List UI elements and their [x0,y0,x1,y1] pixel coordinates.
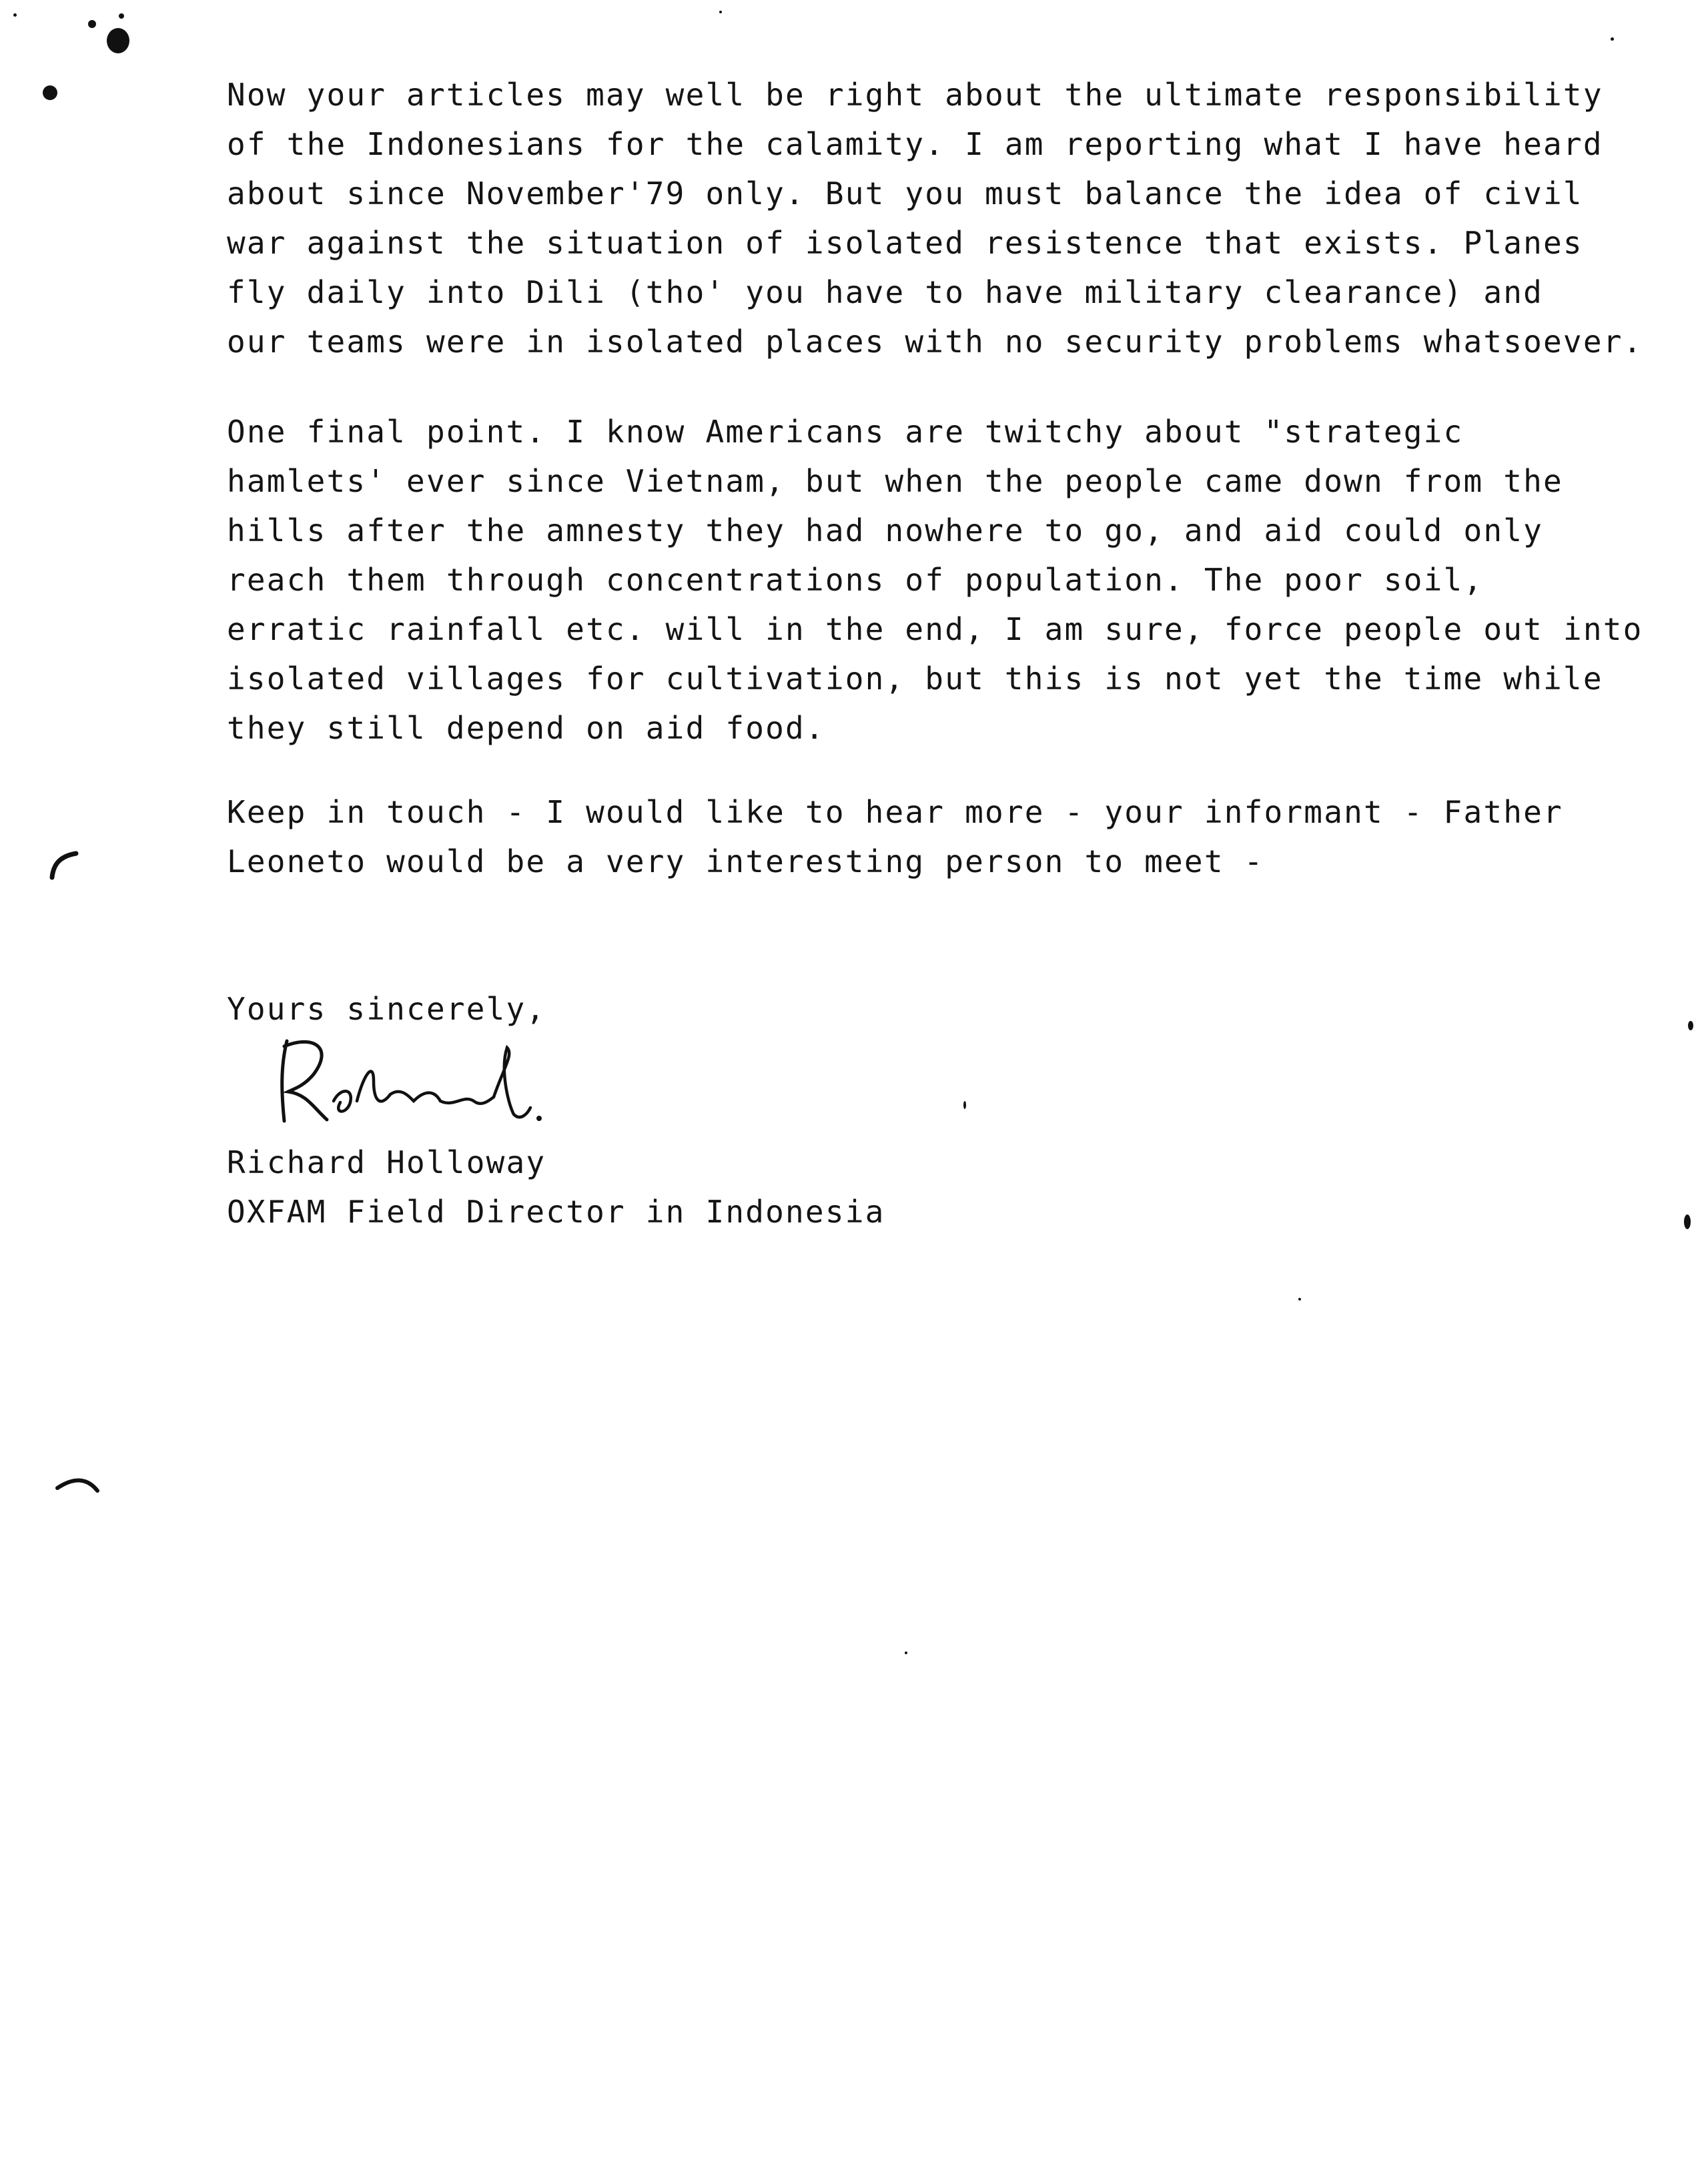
ink-speck [963,1101,966,1109]
closing-salutation [227,984,1668,1034]
paragraph-strategic-hamlets [227,407,1668,753]
ink-speck [1688,1021,1693,1030]
punch-hole-mark [47,844,93,884]
text-line: isolated villages for cultivation, but this is not yet the time while [227,661,1603,697]
text-line: Keep in touch - I would like to hear more - your informant - Father [227,794,1563,830]
paragraph-keep-in-touch [227,787,1668,886]
text-line: Now your articles may well be right about the ultimate responsibility [227,77,1603,113]
text-line: they still depend on aid food. [227,710,825,746]
text-line: Leoneto would be a very interesting person to meet - [227,843,1264,879]
signer-title [227,1187,1668,1236]
ink-speck [905,1652,907,1654]
ink-speck [1684,1214,1691,1229]
text-line: war against the situation of isolated resistence that exists. Planes [227,225,1583,261]
punch-hole-mark [53,1468,107,1508]
signer-name-text: Richard Holloway [227,1144,546,1180]
text-line: our teams were in isolated places with no security problems whatsoever. [227,324,1643,360]
text-line: hills after the amnesty they had nowhere to go, and aid could only [227,512,1544,549]
signer-title-text: OXFAM Field Director in Indonesia [227,1194,885,1230]
ink-speck [119,13,124,19]
ink-speck [719,11,722,13]
closing-text: Yours sincerely, [227,991,546,1027]
text-line: One final point. I know Americans are twitchy about "strategic [227,414,1464,450]
ink-blot [107,28,129,53]
ink-speck [13,13,17,17]
handwritten-signature [274,1028,554,1128]
text-line: erratic rainfall etc. will in the end, I am sure, force people out into [227,611,1643,647]
text-line: of the Indonesians for the calamity. I am reporting what I have heard [227,126,1603,162]
text-line: reach them through concentrations of population. The poor soil, [227,562,1484,598]
text-line: about since November'79 only. But you must balance the idea of civil [227,175,1583,212]
ink-speck [43,85,57,100]
text-line: hamlets' ever since Vietnam, but when the people came down from the [227,463,1563,499]
text-line: fly daily into Dili (tho' you have to have military clearance) and [227,274,1544,310]
ink-speck [1298,1298,1301,1301]
ink-speck [1611,37,1614,41]
signer-name [227,1138,1668,1187]
ink-speck [88,20,96,28]
paragraph-ultimate-responsibility [227,70,1668,366]
